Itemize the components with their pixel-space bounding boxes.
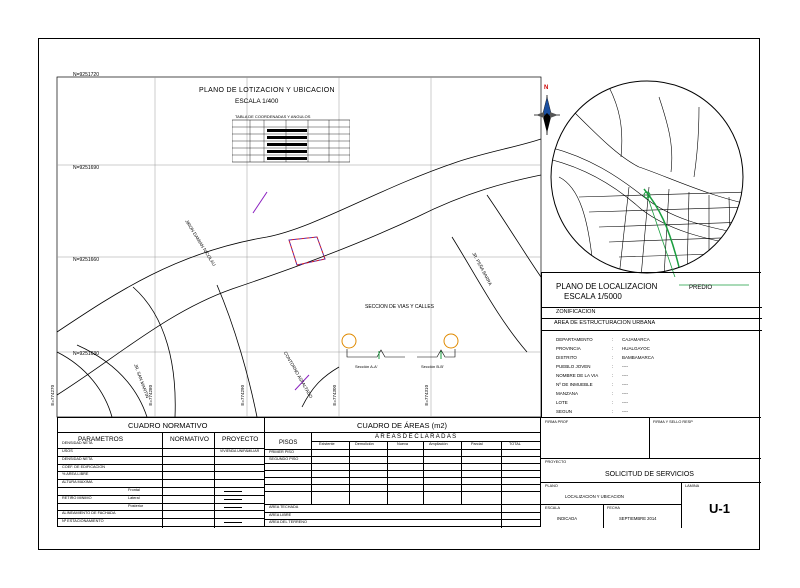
east-label: E=774270 [50,384,56,406]
drawing-sheet [38,38,760,550]
east-label: E=774300 [332,384,338,406]
location-block [541,272,761,418]
street-label: JIRON DAMIAN NICOLAU [184,218,217,267]
section-title: SECCION DE VIAS Y CALLES [365,304,435,310]
location-scale: ESCALA 1/5000 [564,292,622,301]
location-fields: DEPARTAMENTO : CAJAMARCA PROVINCIA : HUALGAYOC DISTRITO : BAMBAMARCA PUEBLO JOVEN : ---- NOMBRE DE LA VIA : ---- Nº DE INMUEBLE : ---- MANZANA : ---- LOTE : ---- SEGUN : ---- [556,337,655,414]
normativo-title: CUADRO NORMATIVO [128,421,208,430]
street-label: JR. SAN MARTIN [133,363,150,399]
east-label: E=774280 [148,384,154,406]
location-map [549,77,761,277]
street-label: CONTORNO ASFALTADO [282,350,314,400]
zoning-label: ZONIFICACION [556,309,596,315]
north-label: N=9251720 [73,72,99,78]
map-scale: ESCALA 1/400 [235,98,279,105]
parcel-outline [289,237,325,265]
areas-title: CUADRO DE ÁREAS (m2) [357,421,448,430]
proyecto-value: SOLICITUD DE SERVICIOS [605,471,694,478]
coordinate-table [232,115,350,163]
north-label: N=9251660 [73,257,99,263]
coord-table-title: TABLA DE COORDENADAS Y ANGULOS [235,114,311,119]
north-label: N=9251630 [73,351,99,357]
lamina-value: U-1 [709,501,730,516]
section-markers [342,334,458,348]
normativo-rows: USOS VIVIENDA UNIFAMILIAR DENSIDAD NETA COEF. DE EDIFICACION % AREA LIBRE ALTURA MAXIMA Frontal RETIRO MINIMO Lateral Posterior ALINEAMIENTO DE FACHADA Nº ESTACIONAMIENTO [58,449,264,527]
location-title: PLANO DE LOCALIZACION [556,282,658,291]
north-letter: N [544,85,549,91]
cuadro-normativo: CUADRO NORMATIVO PARAMETROS NORMATIVO PROYECTO DENSIDAD NETA USOS VIVIENDA UNIFAMILIAR DENSIDAD NETA COEF. DE EDIFICACION % AREA LIBRE ALTURA MAXIMA Frontal RETIRO MINIMO Lateral Posterior ALINEAMIENTO DE FACHADA Nº ESTACIONAMIENTO [57,417,265,527]
east-label: E=774310 [424,384,430,406]
predio-label: PREDIO [689,285,713,291]
east-label: E=774290 [240,384,246,406]
north-label: N=9251690 [73,165,99,171]
map-title: PLANO DE LOTIZACION Y UBICACION [199,87,335,94]
zoning-value: AREA DE ESTRUCTURACION URBANA [554,320,656,326]
section-label: Sección B-B' [421,364,444,369]
cuadro-areas: CUADRO DE ÁREAS (m2) PISOS A R E A S D E C L A R A D A S Existente Demolición Nueva Ampliación Parcial TOTAL PRIMER PISO SEGUNDO PISO AREA TECHADA AREA LIBRE AREA DEL TERRENO [265,417,541,527]
title-block: FIRMA PROF FIRMA Y SELLO RESP PROYECTO SOLICITUD DE SERVICIOS PLANO LOCALIZACION Y UBICACION LAMINA U-1 ESCALA INDICADA FECHA SEPTIEMBRE 2014 [541,417,761,527]
section-label: Sección A-A' [355,364,378,369]
street-label: JR. PEÑA BARRA [471,251,493,287]
